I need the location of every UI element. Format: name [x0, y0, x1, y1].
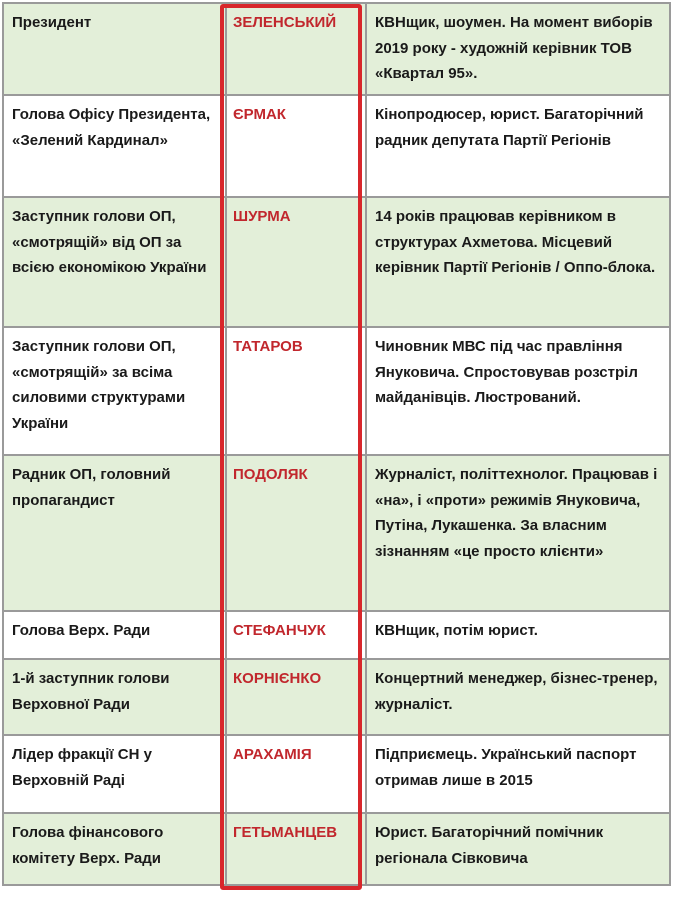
bio-cell: 14 років працював керівником в структурах Ахметова. Місцевий керівник Партії Регіонів / Оппо-блока.	[366, 197, 670, 327]
bio-cell: Журналіст, політтехнолог. Працював і «на», і «проти» режимів Януковича, Путіна, Лукашенка. За власним зізнанням «це просто клієнти»	[366, 455, 670, 611]
name-cell: ШУРМА	[226, 197, 366, 327]
bio-cell: Юрист. Багаторічний помічник регіонала Сівковича	[366, 813, 670, 885]
name-cell: СТЕФАНЧУК	[226, 611, 366, 659]
position-cell: Лідер фракції СН у Верховній Раді	[3, 735, 226, 813]
table-row	[3, 197, 670, 327]
name-cell: КОРНІЄНКО	[226, 659, 366, 735]
position-cell: Голова Верх. Ради	[3, 611, 226, 659]
table-row	[3, 3, 670, 95]
position-cell: Голова Офісу Президента, «Зелений Кардинал»	[3, 95, 226, 197]
bio-cell: Чиновник МВС під час правління Януковича. Спростовував розстріл майданівців. Люстрований.	[366, 327, 670, 455]
position-cell: Радник ОП, головний пропагандист	[3, 455, 226, 611]
table-row	[3, 455, 670, 611]
name-cell: ТАТАРОВ	[226, 327, 366, 455]
table-row	[3, 611, 670, 659]
position-cell: Президент	[3, 3, 226, 95]
position-cell: 1-й заступник голови Верховної Ради	[3, 659, 226, 735]
officials-table	[2, 2, 671, 886]
name-cell: ПОДОЛЯК	[226, 455, 366, 611]
position-cell: Заступник голови ОП, «смотрящій» за всіма силовими структурами України	[3, 327, 226, 455]
table-row	[3, 813, 670, 885]
name-cell: ГЕТЬМАНЦЕВ	[226, 813, 366, 885]
table-row	[3, 735, 670, 813]
table-row	[3, 95, 670, 197]
bio-cell: Концертний менеджер, бізнес-тренер, журналіст.	[366, 659, 670, 735]
bio-cell: Кінопродюсер, юрист. Багаторічний радник депутата Партії Регіонів	[366, 95, 670, 197]
name-cell: АРАХАМІЯ	[226, 735, 366, 813]
position-cell: Голова фінансового комітету Верх. Ради	[3, 813, 226, 885]
name-cell: ЗЕЛЕНСЬКИЙ	[226, 3, 366, 95]
position-cell: Заступник голови ОП, «смотрящій» від ОП за всією економікою України	[3, 197, 226, 327]
table-row	[3, 659, 670, 735]
bio-cell: Підприємець. Український паспорт отримав лише в 2015	[366, 735, 670, 813]
name-cell: ЄРМАК	[226, 95, 366, 197]
bio-cell: КВНщик, шоумен. На момент виборів 2019 року - художній керівник ТОВ «Квартал 95».	[366, 3, 670, 95]
table-row	[3, 327, 670, 455]
bio-cell: КВНщик, потім юрист.	[366, 611, 670, 659]
